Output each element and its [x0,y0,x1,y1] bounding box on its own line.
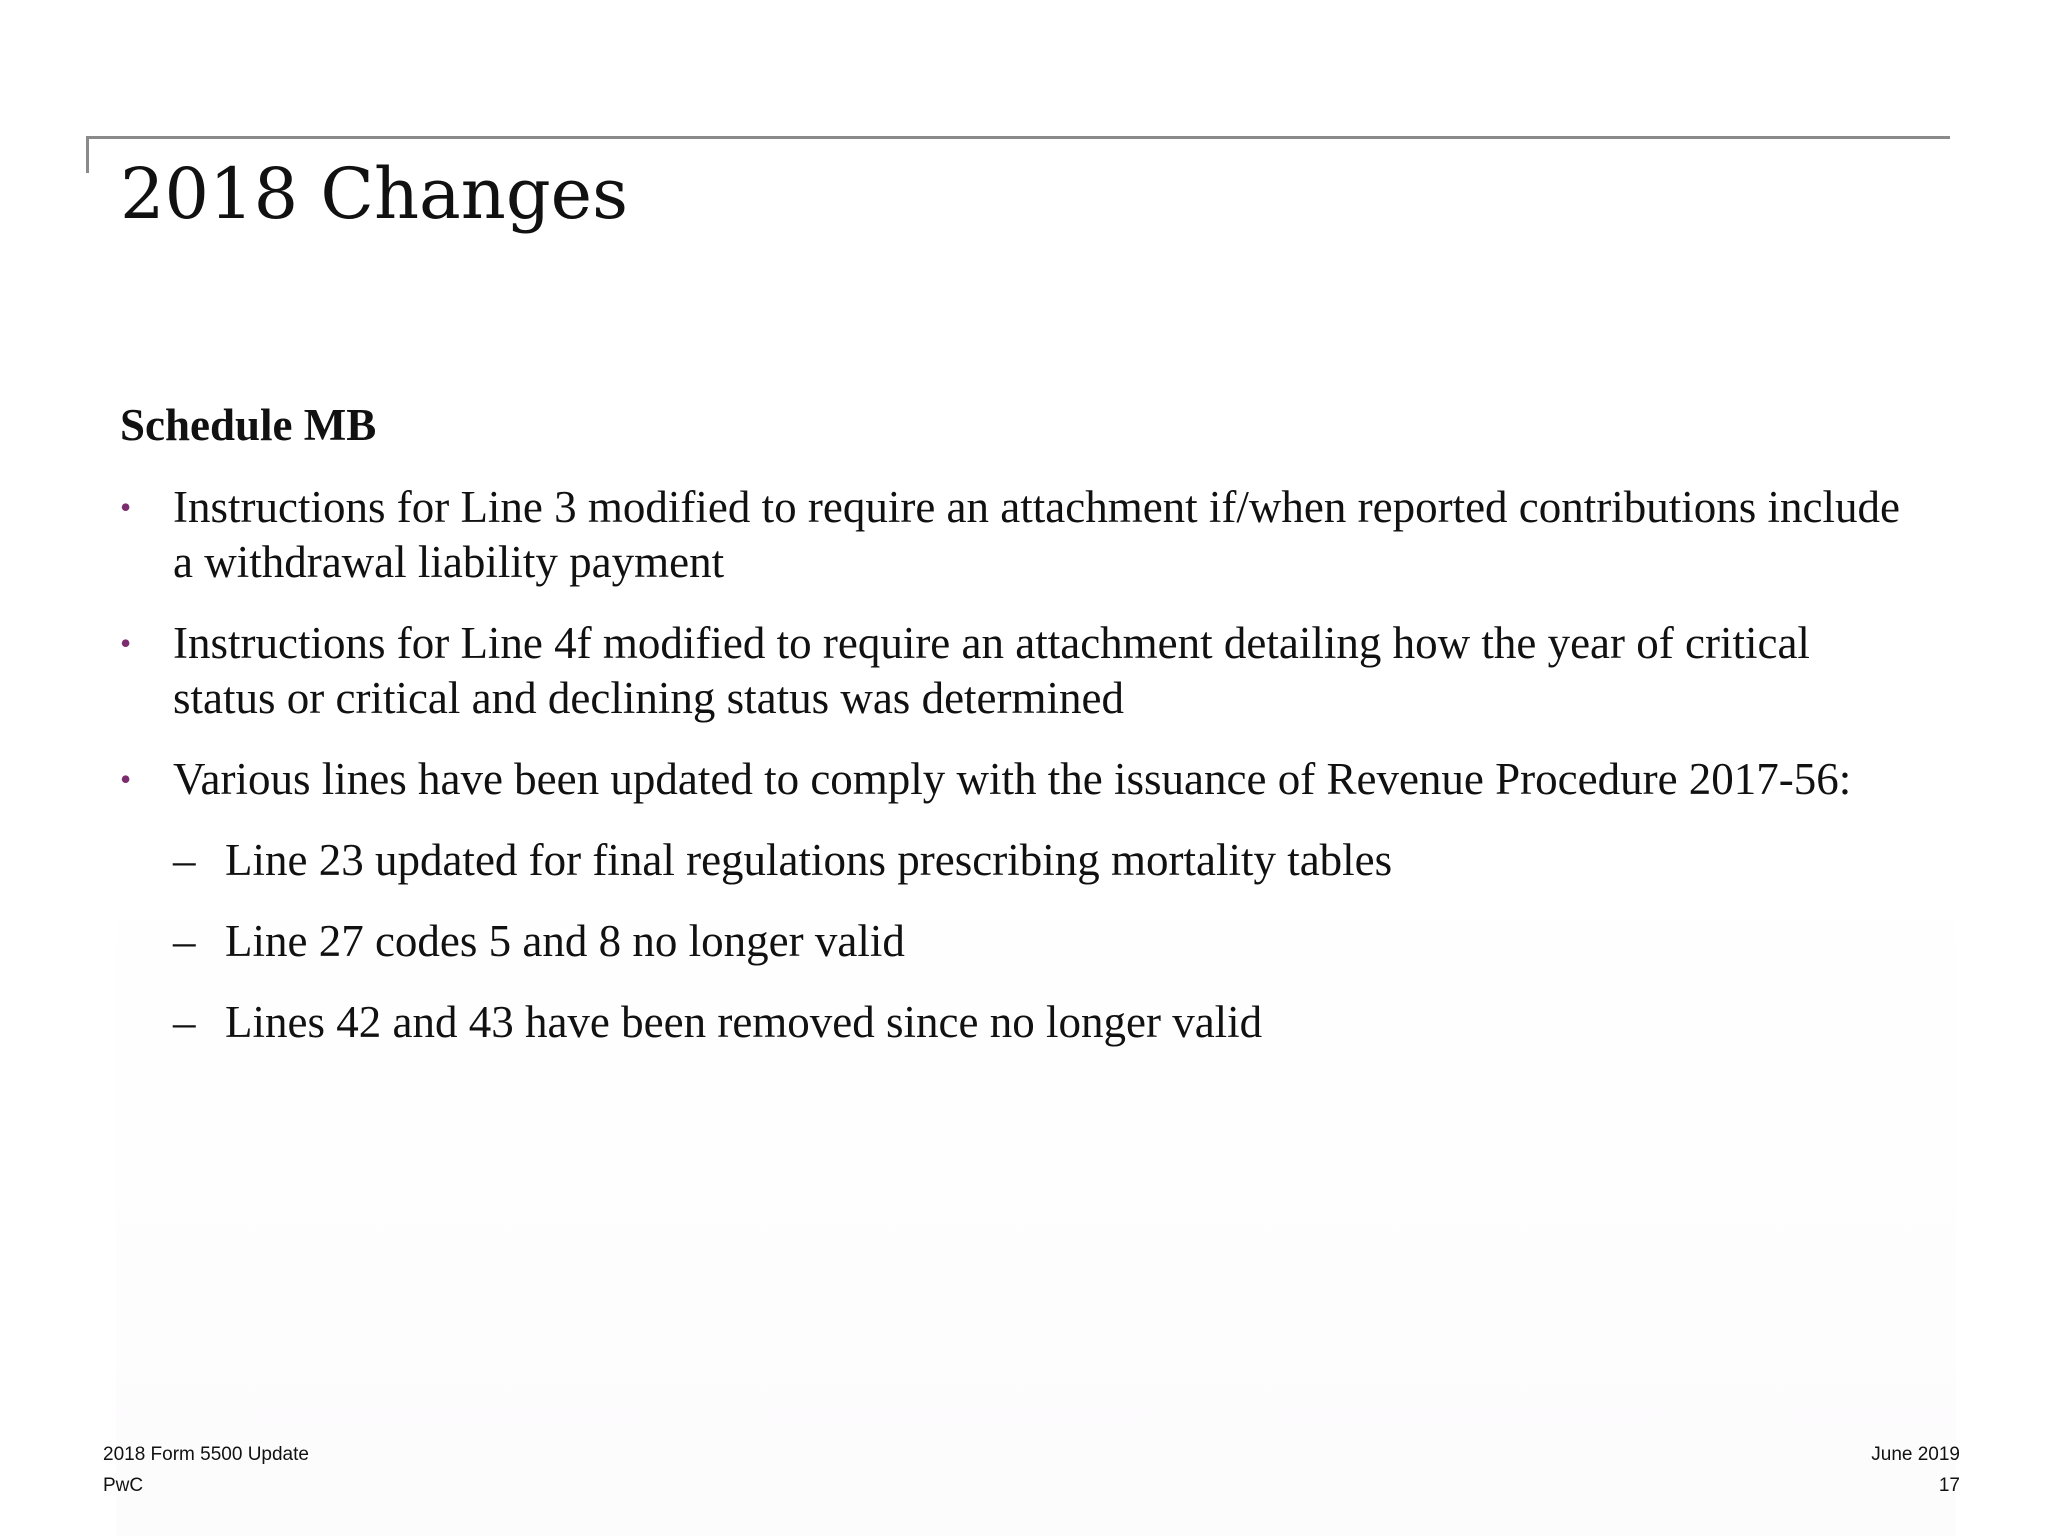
bullet-text: Instructions for Line 3 modified to require an attachment if/when reported contributions include a withdrawal liability payment [173,482,1900,587]
sub-bullet-text: Line 23 updated for final regulations prescribing mortality tables [225,835,1393,885]
footer-date: June 2019 [1871,1444,1960,1465]
sub-bullet-item [120,833,1920,888]
sub-bullet-item [120,995,1920,1050]
section-heading: Schedule MB [120,400,377,450]
sub-bullet-marker: – [173,835,196,885]
sub-bullet-text: Lines 42 and 43 have been removed since no longer valid [225,997,1263,1047]
footer-presentation-title: 2018 Form 5500 Update [103,1444,309,1465]
sub-bullet-text: Line 27 codes 5 and 8 no longer valid [225,916,905,966]
bullet-item [120,480,1920,590]
bullet-item [120,616,1920,726]
slide-title: 2018 Changes [120,153,629,235]
footer-company: PwC [103,1475,144,1496]
title-top-rule [86,136,1950,139]
bullet-marker: • [120,761,132,797]
bullet-marker: • [120,625,132,661]
slide-body [120,480,1920,1076]
bullet-text: Instructions for Line 4f modified to require an attachment detailing how the year of critical status or critical and declining status was determined [173,618,1810,723]
sub-bullet-item [120,914,1920,969]
bullet-marker: • [120,489,132,525]
page-number: 17 [1938,1475,1960,1496]
sub-bullet-marker: – [173,997,196,1047]
bullet-text: Various lines have been updated to comply with the issuance of Revenue Procedure 2017-56: [173,754,1852,804]
bullet-item [120,752,1920,807]
sub-bullet-marker: – [173,916,196,966]
title-corner-tick [86,136,89,173]
